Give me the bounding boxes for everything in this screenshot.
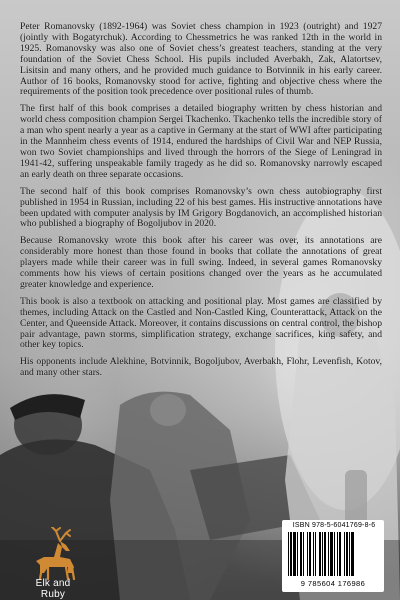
isbn-label: ISBN 978-5-6041769-8-6	[292, 522, 376, 529]
isbn-barcode	[282, 520, 384, 592]
description-paragraph-1: Peter Romanovsky (1892-1964) was Soviet chess champion in 1923 (outright) and 1927 (jointly with Bogatyrchuk). According to Chessmetrics he was ranked 12th in the world in 1925. Romanovsky was also one of Soviet chess’s greatest teachers, standing at the very foundation of the Soviet Chess School. His pupils included Averbakh, Zak, Alatortsev, Lisitsin and many others, and he provided much guidance to Botvinnik in his early career. Author of 16 books, Romanovsky stood for active, fighting and objective chess where the requirements of the position took precedence over positional rules of thumb.	[20, 21, 382, 98]
description-paragraph-5: This book is also a textbook on attacking and positional play. Most games are classified by themes, including Attack on the Castled and Non-Castled King, Counterattack, Attack on the Center, and Queenside Attack. Moreover, it contains discussions on central control, the bishop pair advantage, pawn storms, simplification strategy, exchange sacrifices, king safety, and other key topics.	[20, 295, 382, 351]
barcode-bars	[287, 532, 379, 580]
description-paragraph-6: His opponents include Alekhine, Botvinnik, Bogoljubov, Averbakh, Flohr, Levenfish, Kotov, and many other stars.	[20, 356, 382, 379]
description-paragraph-2: The first half of this book comprises a detailed biography written by chess historian and world chess composition champion Sergei Tkachenko. Tkachenko tells the incredible story of a man who spent nearly a year as a captive in Germany at the start of WWI after participating in the Mannheim chess events of 1914, endured the hardships of Civil War and NEP Russia, won two Soviet championships and lived through the horrors of the Siege of Leningrad in 1941-42, suffering unspeakable family tragedy as he did so. Romanovsky narrowly escaped an early death on three separate occasions.	[20, 103, 382, 180]
description-paragraph-3: The second half of this book comprises Romanovsky’s own chess autobiography first published in 1954 in Russian, including 22 of his best games. His instructive annotations have been updated with computer analysis by IM Grigory Bogdanovich, an accomplished historian who published a biography of Bogoljubov in 2020.	[20, 185, 382, 230]
publisher-name: Elk and Ruby	[35, 578, 71, 600]
description-paragraph-4: Because Romanovsky wrote this book after his career was over, its annotations are considerably more honest than those found in books that collate the annotations of great players made while their career was in full swing. Indeed, in several games Romanovsky comments how his views of certain positions changed over the years as he accumulated greater knowledge and experience.	[20, 235, 382, 290]
back-cover-description	[20, 22, 382, 385]
barcode-digits: 9 785604 176986	[300, 579, 366, 588]
